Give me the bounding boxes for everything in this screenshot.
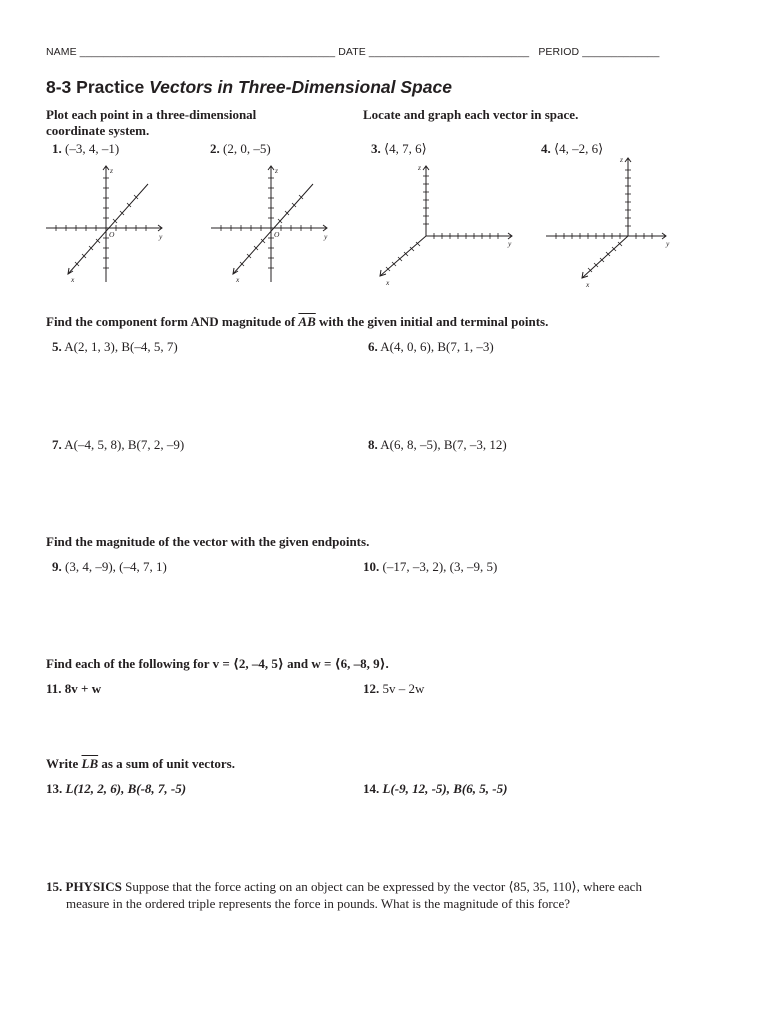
lesson-number: 8-3 Practice	[46, 77, 145, 97]
coordinate-system-1[interactable]	[42, 160, 172, 290]
problem-11: 11. 8v + w	[46, 681, 102, 696]
problem-1: 1. (–3, 4, –1)	[52, 141, 120, 156]
problem-12: 12. 5v – 2w	[363, 681, 425, 696]
period-label: PERIOD	[538, 46, 580, 58]
problem-6: 6. A(4, 0, 6), B(7, 1, –3)	[368, 339, 494, 354]
problem-15-text-2: measure in the ordered triple represents the force in pounds. What is the magnitude of this force?	[66, 896, 571, 911]
problem-3: 3. ⟨4, 7, 6⟩	[371, 141, 427, 156]
y-axis-label: y	[508, 239, 512, 248]
origin-label: O	[274, 230, 280, 239]
problem-8: 8. A(6, 8, –5), B(7, –3, 12)	[368, 437, 507, 452]
x-axis-label: x	[386, 278, 390, 287]
x-axis-label: x	[586, 280, 590, 289]
y-axis-label: y	[666, 239, 670, 248]
z-axis-label: z	[110, 166, 113, 175]
x-axis-line	[380, 236, 426, 276]
period-blank[interactable]: _____________	[582, 46, 660, 58]
vector-ab: $\overline{AB}$	[298, 314, 316, 329]
axis-ticks	[56, 178, 146, 268]
problem-15	[46, 878, 726, 912]
problem-7: 7. A(–4, 5, 8), B(7, 2, –9)	[52, 437, 185, 452]
coordinate-system-3[interactable]	[372, 158, 522, 288]
student-info-header	[46, 46, 726, 58]
x-axis-label: x	[71, 275, 75, 284]
problem-15-text-1: Suppose that the force acting on an object can be expressed by the vector ⟨85, 35, 110⟩, where each	[121, 879, 642, 894]
instruction-magnitude: Find the magnitude of the vector with the given endpoints.	[46, 534, 370, 549]
problem-5: 5. A(2, 1, 3), B(–4, 5, 7)	[52, 339, 178, 354]
z-axis-label: z	[418, 163, 421, 172]
name-blank[interactable]: ___________________________________________	[79, 46, 336, 58]
axis-ticks	[221, 178, 311, 268]
coordinate-system-2[interactable]	[207, 160, 337, 290]
origin-label: O	[109, 230, 115, 239]
problem-9: 9. (3, 4, –9), (–4, 7, 1)	[52, 559, 167, 574]
x-axis-label: x	[236, 275, 240, 284]
instruction-unit-vectors: Write $\overline{LB}$ as a sum of unit vectors.	[46, 756, 235, 771]
problem-10: 10. (–17, –3, 2), (3, –9, 5)	[363, 559, 498, 574]
name-label: NAME	[46, 46, 77, 58]
page-title	[46, 77, 452, 98]
problem-14: 14. L(-9, 12, -5), B(6, 5, -5)	[363, 781, 508, 796]
problem-15-label: PHYSICS	[65, 879, 122, 894]
axis-ticks	[556, 170, 652, 272]
problem-15-number: 15.	[46, 879, 63, 894]
y-axis-label: y	[159, 232, 163, 241]
z-axis-label: z	[275, 166, 278, 175]
date-label: DATE	[338, 46, 366, 58]
problem-13: 13. L(12, 2, 6), B(-8, 7, -5)	[46, 781, 187, 796]
z-axis-label: z	[620, 155, 623, 164]
instruction-plot-points: Plot each point in a three-dimensional coordinate system.	[46, 107, 257, 138]
x-axis-line	[582, 236, 628, 278]
problem-2: 2. (2, 0, –5)	[210, 141, 271, 156]
y-axis-label: y	[324, 232, 328, 241]
vector-lb: $\overline{LB}$	[81, 756, 99, 771]
instruction-vector-operations: Find each of the following for v = ⟨2, –4, 5⟩ and w = ⟨6, –8, 9⟩.	[46, 656, 389, 671]
instruction-graph-vectors: Locate and graph each vector in space.	[363, 107, 579, 122]
coordinate-system-4[interactable]	[542, 150, 682, 290]
lesson-topic: Vectors in Three-Dimensional Space	[149, 77, 452, 97]
problem-4: 4. ⟨4, –2, 6⟩	[541, 141, 604, 156]
instruction-component-form: Find the component form AND magnitude of $\overline{AB}$ with the given initial and terminal points.	[46, 314, 549, 329]
date-blank[interactable]: ___________________________	[368, 46, 530, 58]
